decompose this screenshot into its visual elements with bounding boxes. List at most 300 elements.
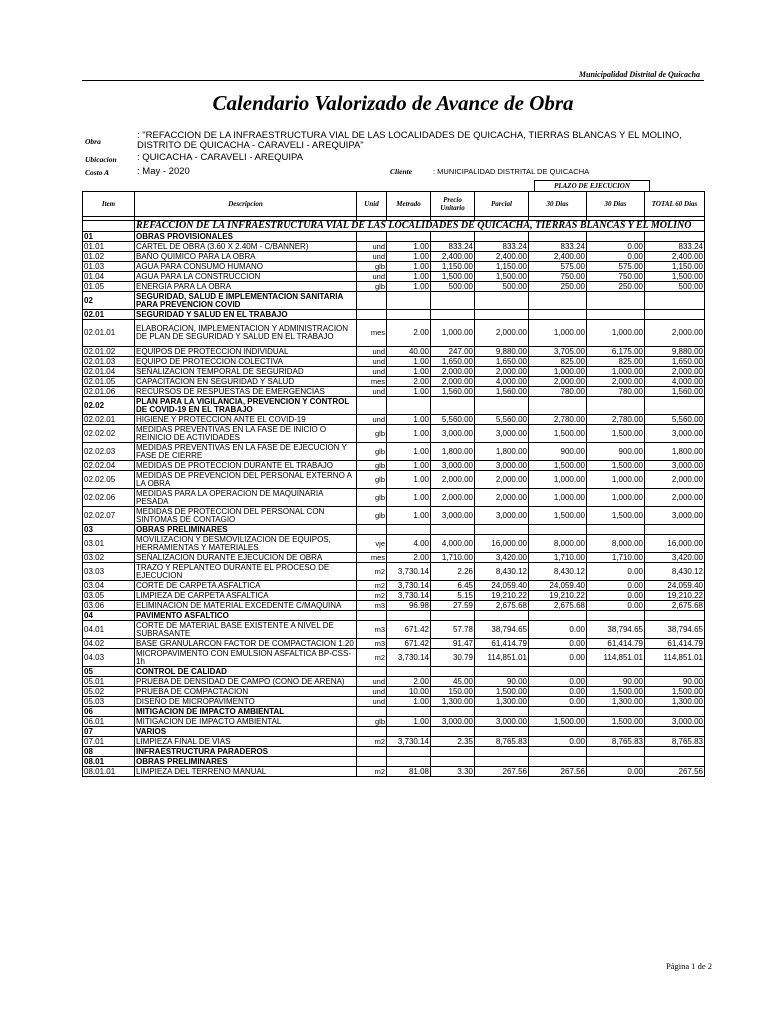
cell-unid: m2 — [357, 563, 387, 581]
table-row — [83, 357, 705, 367]
cell-metrado: 1.00 — [387, 415, 431, 425]
table-row — [83, 292, 705, 310]
cell-descripcion: SEGURIDAD Y SALUD EN EL TRABAJO — [135, 310, 357, 320]
cell-metrado: 1.00 — [387, 697, 431, 707]
cell-parcial: 3,000.00 — [475, 425, 529, 443]
cell-dias30a: 1,500.00 — [529, 507, 587, 525]
cell-metrado: 1.00 — [387, 471, 431, 489]
table-row — [83, 553, 705, 563]
cell-precio — [431, 232, 475, 242]
cell-item: 01 — [83, 232, 135, 242]
cell-total: 19,210.22 — [645, 591, 705, 601]
cell-dias30a — [529, 747, 587, 757]
cell-total: 1,800.00 — [645, 443, 705, 461]
cell-precio: 1,000.00 — [431, 320, 475, 347]
cell-unid: und — [357, 272, 387, 282]
cell-descripcion: HIGIENE Y PROTECCION ANTE EL COVID-19 — [135, 415, 357, 425]
cell-total: 5,560.00 — [645, 415, 705, 425]
cell-metrado — [387, 292, 431, 310]
cell-descripcion: OBRAS PROVISIONALES — [135, 232, 357, 242]
cell-dias30b: 114,851.01 — [587, 649, 645, 667]
table-row — [83, 737, 705, 747]
cell-dias30a: 0.00 — [529, 677, 587, 687]
cell-descripcion: MEDIDAS PREVENTIVAS EN LA FASE DE INICIO O REINICIO DE ACTIVIDADES — [135, 425, 357, 443]
cell-metrado: 96.98 — [387, 601, 431, 611]
cell-descripcion: RECURSOS DE RESPUESTAS DE EMERGENCIAS — [135, 387, 357, 397]
cell-metrado — [387, 747, 431, 757]
cell-descripcion: MICROPAVIMENTO CON EMULSION ASFALTICA BP-CSS-1h — [135, 649, 357, 667]
cell-metrado: 1.00 — [387, 489, 431, 507]
header-parcial: Parcial — [475, 192, 529, 217]
cell-parcial: 114,851.01 — [475, 649, 529, 667]
cell-descripcion: SEGURIDAD, SALUD E IMPLEMENTACION SANITARIA PARA PREVENCION COVID — [135, 292, 357, 310]
table-row — [83, 667, 705, 677]
cell-unid: mes — [357, 377, 387, 387]
cell-descripcion: CONTROL DE CALIDAD — [135, 667, 357, 677]
table-row — [83, 425, 705, 443]
cell-metrado: 1.00 — [387, 282, 431, 292]
cell-metrado: 4.00 — [387, 535, 431, 553]
table-row — [83, 347, 705, 357]
table-row — [83, 639, 705, 649]
cell-dias30b — [587, 667, 645, 677]
cell-parcial: 8,765.83 — [475, 737, 529, 747]
cell-parcial: 1,800.00 — [475, 443, 529, 461]
cell-unid: und — [357, 697, 387, 707]
table-row — [83, 649, 705, 667]
cell-metrado: 671.42 — [387, 639, 431, 649]
cell-unid: vje — [357, 535, 387, 553]
cell-unid: glb — [357, 262, 387, 272]
cell-total: 1,300.00 — [645, 697, 705, 707]
cell-item: 05.02 — [83, 687, 135, 697]
table-row — [83, 747, 705, 757]
cell-descripcion: MEDIDAS DE PREVENCION DEL PERSONAL EXTERNO A LA OBRA — [135, 471, 357, 489]
cell-item: 02.01.06 — [83, 387, 135, 397]
cell-item: 02.01.04 — [83, 367, 135, 377]
cell-total: 8,765.83 — [645, 737, 705, 747]
cell-metrado: 1.00 — [387, 272, 431, 282]
cell-total: 2,000.00 — [645, 471, 705, 489]
cell-item: 07.01 — [83, 737, 135, 747]
table-row — [83, 377, 705, 387]
cell-descripcion: ELIMINACION DE MATERIAL EXCEDENTE C/MAQUINA — [135, 601, 357, 611]
table-row — [83, 717, 705, 727]
cell-unid: mes — [357, 553, 387, 563]
cell-total: 1,150.00 — [645, 262, 705, 272]
cell-total: 2,675.68 — [645, 601, 705, 611]
cell-precio: 45.00 — [431, 677, 475, 687]
cell-unid: glb — [357, 717, 387, 727]
cell-precio — [431, 611, 475, 621]
cell-parcial: 1,650.00 — [475, 357, 529, 367]
cell-unid — [357, 747, 387, 757]
cell-item: 02.02.03 — [83, 443, 135, 461]
table-row — [83, 232, 705, 242]
cell-dias30b: 0.00 — [587, 591, 645, 601]
cell-dias30a: 2,675.68 — [529, 601, 587, 611]
cell-dias30a: 0.00 — [529, 697, 587, 707]
cell-item: 03.02 — [83, 553, 135, 563]
cell-dias30a — [529, 707, 587, 717]
cliente-label: Cliente — [390, 167, 413, 176]
cell-unid: mes — [357, 320, 387, 347]
header-30-dias-2: 30 Dias — [587, 192, 645, 217]
cell-unid — [357, 525, 387, 535]
cell-precio: 57.78 — [431, 621, 475, 639]
cell-metrado: 1.00 — [387, 507, 431, 525]
cell-unid: glb — [357, 461, 387, 471]
cell-dias30b — [587, 707, 645, 717]
cell-dias30b — [587, 757, 645, 767]
cell-dias30a: 780.00 — [529, 387, 587, 397]
cell-descripcion: TRAZO Y REPLANTEO DURANTE EL PROCESO DE EJECUCION — [135, 563, 357, 581]
cell-unid: m2 — [357, 581, 387, 591]
cell-descripcion: AGUA PARA LA CONSTRUCCION — [135, 272, 357, 282]
cell-dias30a — [529, 667, 587, 677]
cell-total — [645, 397, 705, 415]
cell-parcial — [475, 397, 529, 415]
table-row — [83, 507, 705, 525]
cell-parcial: 1,300.00 — [475, 697, 529, 707]
table-row — [83, 563, 705, 581]
cell-metrado: 1.00 — [387, 717, 431, 727]
table-row — [83, 621, 705, 639]
cell-item: 01.05 — [83, 282, 135, 292]
cell-dias30b: 8,000.00 — [587, 535, 645, 553]
cell-dias30b: 2,000.00 — [587, 377, 645, 387]
cell-metrado: 671.42 — [387, 621, 431, 639]
cell-unid: und — [357, 242, 387, 252]
cell-dias30a: 833.24 — [529, 242, 587, 252]
cell-parcial: 2,000.00 — [475, 367, 529, 377]
cell-dias30b: 38,794.65 — [587, 621, 645, 639]
cell-dias30a: 0.00 — [529, 649, 587, 667]
table-row — [83, 242, 705, 252]
cell-parcial — [475, 727, 529, 737]
cell-precio — [431, 757, 475, 767]
table-row — [83, 471, 705, 489]
cell-item: 03.06 — [83, 601, 135, 611]
cell-item: 04 — [83, 611, 135, 621]
cell-unid: und — [357, 347, 387, 357]
cell-parcial: 2,675.68 — [475, 601, 529, 611]
cell-precio: 4,000.00 — [431, 535, 475, 553]
cell-dias30b — [587, 525, 645, 535]
cell-precio — [431, 707, 475, 717]
cell-unid: m3 — [357, 639, 387, 649]
cell-precio — [431, 292, 475, 310]
cell-dias30b: 6,175.00 — [587, 347, 645, 357]
cell-total — [645, 707, 705, 717]
cell-total — [645, 292, 705, 310]
cell-item: 02.02.06 — [83, 489, 135, 507]
cell-dias30b: 1,500.00 — [587, 461, 645, 471]
cell-total: 2,000.00 — [645, 320, 705, 347]
cell-descripcion: DISEÑO DE MICROPAVIMENTO — [135, 697, 357, 707]
cell-total — [645, 667, 705, 677]
cell-total: 16,000.00 — [645, 535, 705, 553]
cell-metrado — [387, 310, 431, 320]
table-row — [83, 727, 705, 737]
cell-metrado: 1.00 — [387, 443, 431, 461]
cell-total — [645, 747, 705, 757]
cell-dias30b: 825.00 — [587, 357, 645, 367]
cell-total: 9,880.00 — [645, 347, 705, 357]
cell-descripcion: OBRAS PRELIMINARES — [135, 525, 357, 535]
table-row — [83, 320, 705, 347]
cell-dias30b: 1,500.00 — [587, 507, 645, 525]
cell-item: 06 — [83, 707, 135, 717]
cell-dias30a: 19,210.22 — [529, 591, 587, 601]
cell-dias30b: 250.00 — [587, 282, 645, 292]
cell-dias30a: 267.56 — [529, 767, 587, 777]
header-rule — [82, 80, 704, 81]
cell-dias30b: 8,765.83 — [587, 737, 645, 747]
cell-descripcion: CORTE DE MATERIAL BASE EXISTENTE A NIVEL DE SUBRASANTE — [135, 621, 357, 639]
cell-dias30a — [529, 310, 587, 320]
cell-descripcion: PLAN PARA LA VIGILANCIA, PREVENCION Y CONTROL DE COVID-19 EN EL TRABAJO — [135, 397, 357, 415]
document-title: Calendario Valorizado de Avance de Obra — [212, 91, 574, 115]
cell-dias30a: 2,000.00 — [529, 377, 587, 387]
cell-item: 03.04 — [83, 581, 135, 591]
cell-dias30b: 0.00 — [587, 252, 645, 262]
cell-metrado: 3,730.14 — [387, 581, 431, 591]
cell-dias30a: 750.00 — [529, 272, 587, 282]
cell-dias30a: 0.00 — [529, 687, 587, 697]
cell-item: 05 — [83, 667, 135, 677]
cell-item: 06.01 — [83, 717, 135, 727]
header-30-dias-1: 30 Dias — [529, 192, 587, 217]
cell-precio — [431, 727, 475, 737]
cell-item: 01.04 — [83, 272, 135, 282]
cell-metrado: 3,730.14 — [387, 737, 431, 747]
cell-metrado — [387, 525, 431, 535]
cell-parcial — [475, 707, 529, 717]
cell-descripcion: EQUIPO DE PROTECCION COLECTIVA — [135, 357, 357, 367]
header-descripcion: Descripcion — [135, 192, 357, 217]
cell-unid: m3 — [357, 601, 387, 611]
table-row — [83, 461, 705, 471]
cell-descripcion: AGUA PARA CONSUMO HUMANO — [135, 262, 357, 272]
obra-value: : "REFACCION DE LA INFRAESTRUCTURA VIAL DE LAS LOCALIDADES DE QUICACHA, TIERRAS BLANCAS Y EL MOLINO, DISTRITO DE QUICACHA - CARAVELI - AREQUIPA" — [137, 130, 682, 151]
cell-item: 02.02.07 — [83, 507, 135, 525]
cell-descripcion: VARIOS — [135, 727, 357, 737]
cell-total: 267.56 — [645, 767, 705, 777]
header-unid: Unid — [357, 192, 387, 217]
cell-dias30a: 8,000.00 — [529, 535, 587, 553]
cell-dias30b — [587, 397, 645, 415]
cell-item: 02.02.04 — [83, 461, 135, 471]
cell-dias30a: 2,400.00 — [529, 252, 587, 262]
cell-precio: 2,000.00 — [431, 471, 475, 489]
cell-dias30a: 0.00 — [529, 639, 587, 649]
cell-descripcion: OBRAS PRELIMINARES — [135, 757, 357, 767]
cell-parcial: 3,000.00 — [475, 461, 529, 471]
cell-precio: 500.00 — [431, 282, 475, 292]
table-row — [83, 387, 705, 397]
cell-precio: 150.00 — [431, 687, 475, 697]
cell-dias30a: 1,500.00 — [529, 717, 587, 727]
cell-descripcion: LIMPIEZA DEL TERRENO MANUAL — [135, 767, 357, 777]
cell-metrado: 1.00 — [387, 242, 431, 252]
cell-dias30a: 1,000.00 — [529, 320, 587, 347]
page-number: Página 1 de 2 — [665, 961, 712, 971]
cell-metrado: 2.00 — [387, 677, 431, 687]
cell-parcial — [475, 292, 529, 310]
cell-unid — [357, 397, 387, 415]
cell-unid: glb — [357, 507, 387, 525]
cell-dias30a — [529, 757, 587, 767]
table-row — [83, 611, 705, 621]
cell-item: 01.02 — [83, 252, 135, 262]
cell-metrado: 1.00 — [387, 357, 431, 367]
cell-item: 03.05 — [83, 591, 135, 601]
cell-unid — [357, 707, 387, 717]
cell-dias30b: 1,000.00 — [587, 489, 645, 507]
table-row — [83, 697, 705, 707]
cell-precio: 1,500.00 — [431, 272, 475, 282]
cell-item: 08 — [83, 747, 135, 757]
cell-descripcion: PRUEBA DE COMPACTACION — [135, 687, 357, 697]
cell-dias30a: 1,000.00 — [529, 367, 587, 377]
cell-total: 38,794.65 — [645, 621, 705, 639]
cell-item: 01.03 — [83, 262, 135, 272]
cell-descripcion: ENERGIA PARA LA OBRA — [135, 282, 357, 292]
cell-dias30a: 3,705.00 — [529, 347, 587, 357]
header-precio-unitario: Precio Unitario — [431, 192, 475, 217]
table-row — [83, 535, 705, 553]
cell-metrado: 3,730.14 — [387, 563, 431, 581]
cell-total — [645, 611, 705, 621]
cell-dias30b — [587, 292, 645, 310]
cell-parcial: 3,000.00 — [475, 507, 529, 525]
cell-metrado: 1.00 — [387, 262, 431, 272]
cell-unid: glb — [357, 282, 387, 292]
cell-dias30b: 1,300.00 — [587, 697, 645, 707]
cell-parcial: 4,000.00 — [475, 377, 529, 387]
cell-descripcion: BASE GRANULARCON FACTOR DE COMPACTACION 1.20 — [135, 639, 357, 649]
cell-descripcion: LIMPIEZA FINAL DE VIAS — [135, 737, 357, 747]
cell-descripcion: MEDIDAS DE PROTECCION DURANTE EL TRABAJO — [135, 461, 357, 471]
cell-total: 61,414.79 — [645, 639, 705, 649]
cell-dias30b: 61,414.79 — [587, 639, 645, 649]
cell-total — [645, 232, 705, 242]
cell-total: 114,851.01 — [645, 649, 705, 667]
cell-metrado — [387, 397, 431, 415]
table-row — [83, 767, 705, 777]
cell-precio: 1,560.00 — [431, 387, 475, 397]
cell-unid — [357, 310, 387, 320]
cell-item: 03.03 — [83, 563, 135, 581]
cell-item: 05.01 — [83, 677, 135, 687]
cell-precio: 5.15 — [431, 591, 475, 601]
cell-precio: 2,000.00 — [431, 377, 475, 387]
cell-dias30b: 0.00 — [587, 601, 645, 611]
cell-dias30b — [587, 727, 645, 737]
cell-dias30a — [529, 525, 587, 535]
table-row — [83, 252, 705, 262]
cell-parcial: 2,000.00 — [475, 471, 529, 489]
cell-item: 02.02.02 — [83, 425, 135, 443]
cell-unid: und — [357, 387, 387, 397]
cell-precio: 2,000.00 — [431, 489, 475, 507]
cell-precio: 247.00 — [431, 347, 475, 357]
cell-item: 04.02 — [83, 639, 135, 649]
cell-total: 3,000.00 — [645, 507, 705, 525]
table-header-row — [83, 192, 705, 217]
cell-item: 02 — [83, 292, 135, 310]
cell-unid — [357, 611, 387, 621]
cell-unid: und — [357, 677, 387, 687]
cell-descripcion: PRUEBA DE DENSIDAD DE CAMPO (CONO DE ARENA) — [135, 677, 357, 687]
table-row — [83, 687, 705, 697]
cell-dias30a: 575.00 — [529, 262, 587, 272]
cell-item: 02.01.03 — [83, 357, 135, 367]
project-title: REFACCION DE LA INFRAESTRUCTURA VIAL DE LAS LOCALIDADES DE QUICACHA, TIERRAS BLANCAS Y EL MOLINO — [135, 221, 705, 232]
cell-total — [645, 310, 705, 320]
cell-dias30a: 0.00 — [529, 737, 587, 747]
cell-unid — [357, 232, 387, 242]
cell-unid — [357, 757, 387, 767]
cell-precio: 833.24 — [431, 242, 475, 252]
cell-descripcion: INFRAESTRUCTURA PARADEROS — [135, 747, 357, 757]
cell-dias30a: 250.00 — [529, 282, 587, 292]
cell-dias30a — [529, 611, 587, 621]
cell-parcial: 9,880.00 — [475, 347, 529, 357]
table-row — [83, 367, 705, 377]
cell-item: 05.03 — [83, 697, 135, 707]
cell-parcial: 1,560.00 — [475, 387, 529, 397]
table-row — [83, 310, 705, 320]
cell-metrado: 1.00 — [387, 367, 431, 377]
cell-item: 08.01.01 — [83, 767, 135, 777]
plazo-header: PLAZO DE EJECUCION — [534, 180, 650, 192]
cell-descripcion: MEDIDAS DE PROTECCION DEL PERSONAL CON SINTOMAS DE CONTAGIO — [135, 507, 357, 525]
cell-metrado: 2.00 — [387, 377, 431, 387]
cell-precio: 3,000.00 — [431, 717, 475, 727]
cell-dias30a: 1,500.00 — [529, 425, 587, 443]
table-row — [83, 707, 705, 717]
cell-dias30b: 0.00 — [587, 563, 645, 581]
cell-total — [645, 727, 705, 737]
cell-dias30b: 2,780.00 — [587, 415, 645, 425]
cell-unid: m2 — [357, 767, 387, 777]
cell-dias30b: 575.00 — [587, 262, 645, 272]
cell-dias30a: 1,000.00 — [529, 471, 587, 489]
cell-parcial: 16,000.00 — [475, 535, 529, 553]
cell-total: 1,560.00 — [645, 387, 705, 397]
cell-metrado: 1.00 — [387, 461, 431, 471]
cell-precio: 1,800.00 — [431, 443, 475, 461]
cell-total: 2,000.00 — [645, 489, 705, 507]
table-row — [83, 415, 705, 425]
cell-metrado — [387, 727, 431, 737]
cell-total: 2,400.00 — [645, 252, 705, 262]
cell-item: 03 — [83, 525, 135, 535]
table-row — [83, 262, 705, 272]
header-total: TOTAL 60 Dias — [645, 192, 705, 217]
cell-descripcion: ELABORACION, IMPLEMENTACION Y ADMINISTRACION DE PLAN DE SEGURIDAD Y SALUD EN EL TRABAJO — [135, 320, 357, 347]
cell-item: 08.01 — [83, 757, 135, 767]
cell-total: 833.24 — [645, 242, 705, 252]
cell-total: 8,430.12 — [645, 563, 705, 581]
cell-total: 4,000.00 — [645, 377, 705, 387]
table-row — [83, 525, 705, 535]
cell-total: 1,650.00 — [645, 357, 705, 367]
cell-precio: 91.47 — [431, 639, 475, 649]
cell-parcial — [475, 232, 529, 242]
